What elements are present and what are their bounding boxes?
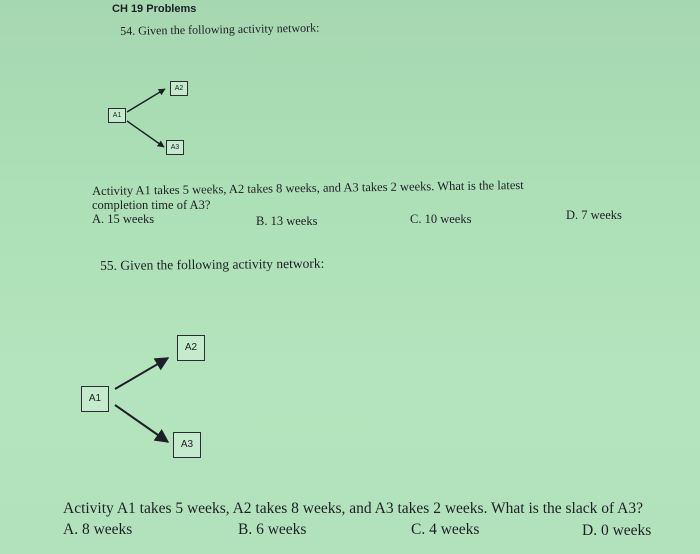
q54-node-a1: A1 (108, 108, 126, 123)
q54-text-line1: Activity A1 takes 5 weeks, A2 takes 8 weeks, and A3 takes 2 weeks. What is the latest (92, 177, 524, 198)
q55-prompt-text: Given the following activity network: (120, 255, 325, 273)
q54-node-a2: A2 (170, 81, 188, 96)
q54-node-a3: A3 (166, 140, 184, 155)
q54-choice-d: D. 7 weeks (566, 208, 622, 222)
q55-node-a3: A3 (173, 432, 201, 458)
q54-prompt-text: Given the following activity network: (137, 20, 320, 38)
q55-arrow-a1-a3 (115, 405, 168, 442)
q55-choice-d: D. 0 weeks (582, 522, 652, 539)
q54-arrow-a1-a3 (127, 121, 164, 147)
q55-choice-a: A. 8 weeks (63, 521, 133, 538)
q55-node-a2: A2 (177, 335, 205, 361)
q55-prompt (100, 256, 324, 274)
q55-node-a1: A1 (81, 386, 109, 412)
q54-choice-a: A. 15 weeks (92, 212, 155, 226)
q55-text-line1: Activity A1 takes 5 weeks, A2 takes 8 weeks, and A3 takes 2 weeks. What is the slack of A3? (63, 500, 643, 517)
q55-number: 55. (100, 257, 118, 273)
q54-text-line2: completion time of A3? (92, 198, 211, 212)
q55-choice-b: B. 6 weeks (238, 521, 307, 538)
q54-number: 54. (120, 23, 136, 38)
q54-choice-b: B. 13 weeks (256, 214, 318, 228)
q55-arrow-a1-a2 (115, 358, 168, 389)
q54-choice-c: C. 10 weeks (410, 212, 472, 226)
q54-arrow-a1-a2 (127, 89, 165, 112)
q55-choice-c: C. 4 weeks (411, 521, 480, 538)
page-header: CH 19 Problems (112, 3, 197, 15)
